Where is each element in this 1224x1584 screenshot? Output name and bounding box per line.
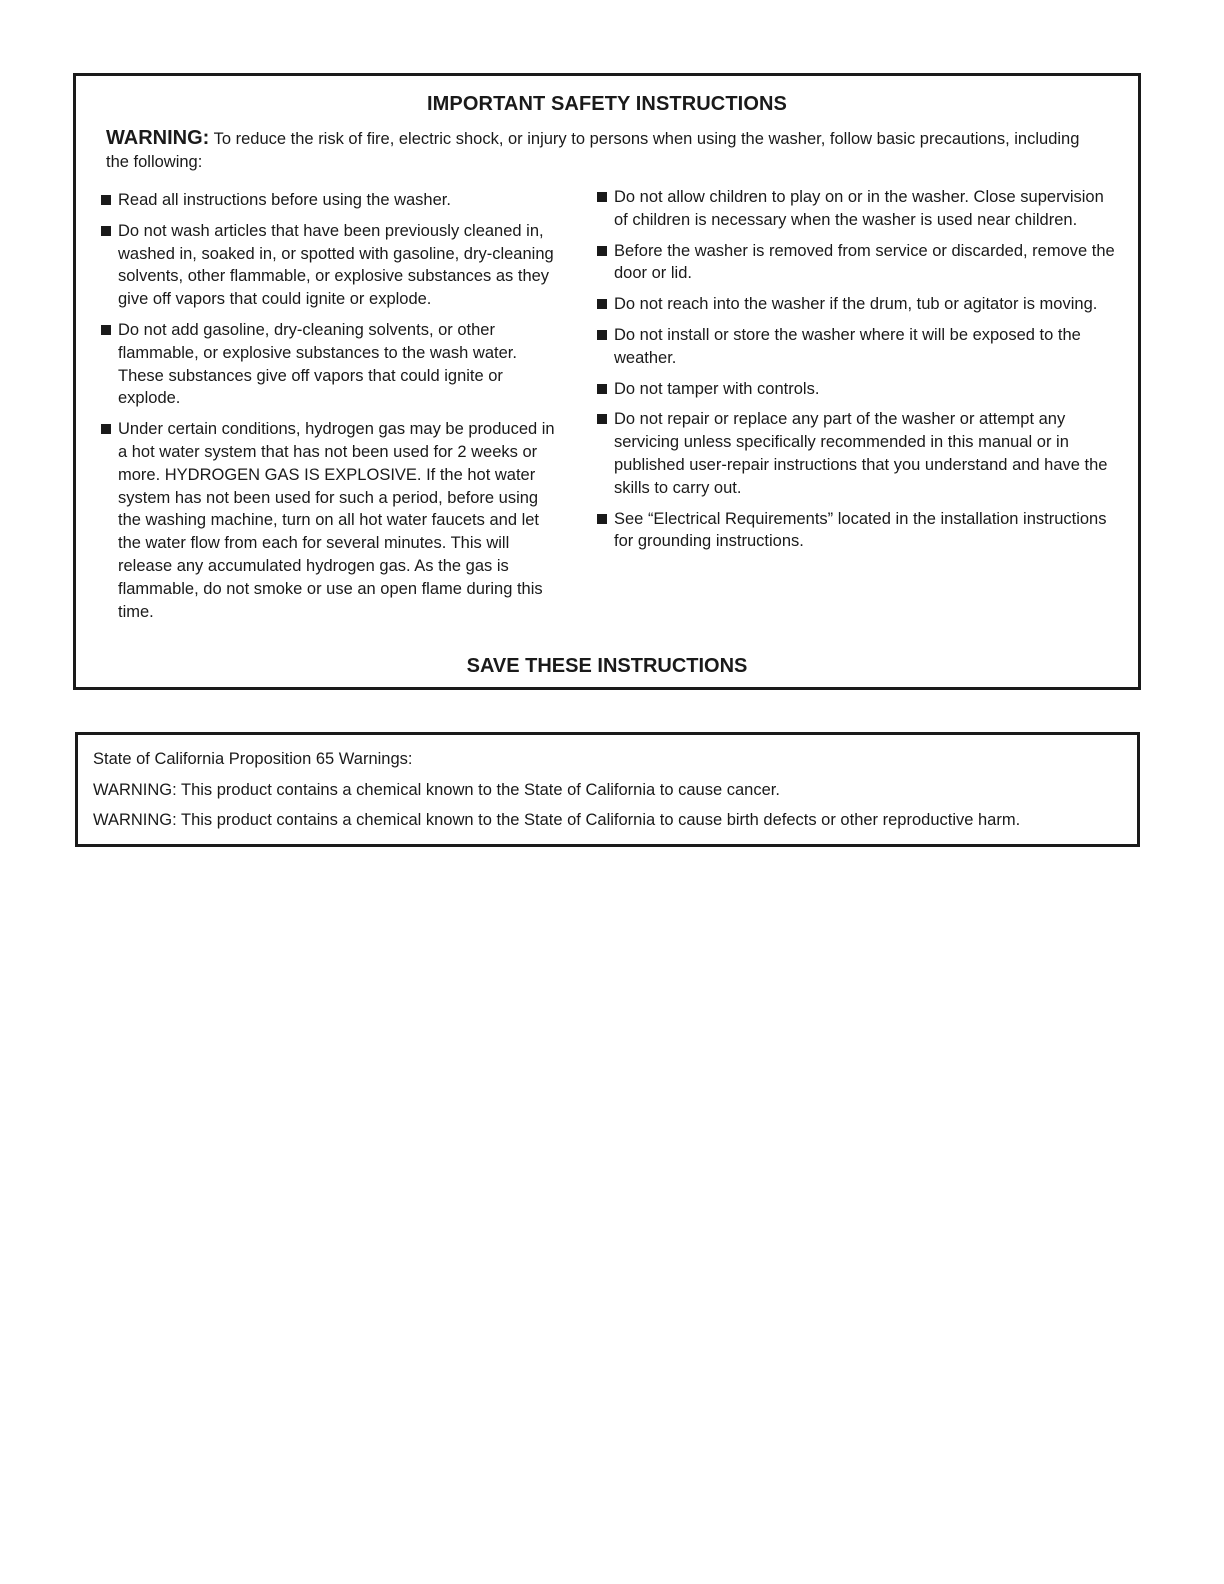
square-bullet-icon: [597, 514, 607, 524]
list-item: [596, 293, 1116, 316]
square-bullet-icon: [597, 414, 607, 424]
list-item-text: See “Electrical Requirements” located in the installation instructions for grounding instructions.: [614, 509, 1107, 551]
list-item-text: Do not reach into the washer if the drum, tub or agitator is moving.: [614, 295, 1098, 314]
list-item: [100, 189, 560, 212]
square-bullet-icon: [101, 325, 111, 335]
prop65-heading: State of California Proposition 65 Warnings:: [93, 750, 413, 768]
list-item: [596, 508, 1116, 554]
square-bullet-icon: [101, 226, 111, 236]
list-item-text: Do not repair or replace any part of the washer or attempt any servicing unless specifically recommended in this manual or in published user-repair instructions that you understand and have the skills to carry out.: [614, 410, 1108, 497]
prop65-warning-box: [75, 732, 1140, 847]
list-item: [100, 220, 560, 311]
list-item: [100, 418, 560, 623]
list-item: [596, 240, 1116, 286]
square-bullet-icon: [597, 330, 607, 340]
square-bullet-icon: [101, 424, 111, 434]
warning-label: WARNING:: [106, 127, 210, 149]
square-bullet-icon: [597, 246, 607, 256]
list-item-text: Do not allow children to play on or in the washer. Close supervision of children is necessary when the washer is used near children.: [614, 188, 1104, 229]
list-item: [100, 319, 560, 410]
safety-instructions-box: [73, 73, 1141, 690]
prop65-birth-defects-warning: WARNING: This product contains a chemical known to the State of California to cause birth defects or other reproductive harm.: [93, 811, 1021, 829]
list-item-text: Do not add gasoline, dry-cleaning solvents, or other flammable, or explosive substances to the wash water. These substances give off vapors that could ignite or explode.: [118, 320, 517, 408]
warning-intro: [106, 127, 1106, 174]
list-item-text: Do not install or store the washer where it will be exposed to the weather.: [614, 325, 1081, 367]
list-item-text: Read all instructions before using the washer.: [118, 191, 451, 209]
square-bullet-icon: [597, 192, 607, 202]
list-item-text: Do not tamper with controls.: [614, 379, 820, 398]
list-item: [596, 324, 1116, 370]
list-item-text: Under certain conditions, hydrogen gas may be produced in a hot water system that has not been used for 2 weeks or more. HYDROGEN GAS IS EXPLOSIVE. If the hot water system has not been used for such a period, before using the washing machine, turn on all hot water faucets and let the water flow from each for several minutes. This will release any accumulated hydrogen gas. As the gas is flammable, do not smoke or use an open flame during this time.: [118, 420, 555, 621]
square-bullet-icon: [597, 384, 607, 394]
list-item: [596, 186, 1116, 232]
list-item: [596, 408, 1116, 499]
list-item-text: Before the washer is removed from service or discarded, remove the door or lid.: [614, 241, 1115, 283]
safety-title: IMPORTANT SAFETY INSTRUCTIONS: [427, 93, 787, 115]
list-item-text: Do not wash articles that have been previously cleaned in, washed in, soaked in, or spotted with gasoline, dry-cleaning solvents, other flammable, or explosive substances as they give off vapors that could ignite or explode.: [118, 221, 554, 309]
square-bullet-icon: [101, 195, 111, 205]
safety-list-right: [596, 186, 1116, 561]
save-instructions-heading: SAVE THESE INSTRUCTIONS: [466, 655, 748, 677]
square-bullet-icon: [597, 299, 607, 309]
warning-text: To reduce the risk of fire, electric shock, or injury to persons when using the washer, follow basic precautions, including the following:: [106, 130, 1080, 171]
list-item: [596, 378, 1116, 401]
prop65-cancer-warning: WARNING: This product contains a chemical known to the State of California to cause cancer.: [93, 780, 780, 799]
safety-list-left: [100, 189, 560, 631]
